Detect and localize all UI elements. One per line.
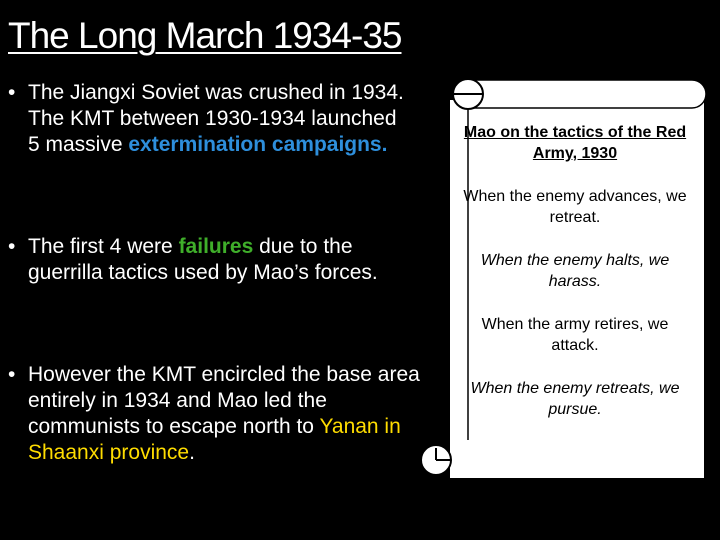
bullet-3-pre: However the KMT encircled the base area entirely in 1934 and Mao led the communists to escape north to (28, 363, 420, 438)
bullet-2-post: due to the guerrilla tactics used by Mao’s forces. (28, 235, 378, 284)
slide-title: The Long March 1934-35 (8, 15, 402, 56)
scroll-line-2: When the enemy halts, we harass. (480, 252, 670, 290)
scroll-top-roll (468, 80, 706, 108)
bullet-2-pre: The first 4 were (28, 235, 179, 258)
scroll-line-4: When the enemy retreats, we pursue. (470, 380, 680, 418)
bullet-3-highlight: Yanan in Shaanxi province (28, 415, 401, 464)
scroll-line-1: When the enemy advances, we retreat. (463, 188, 687, 226)
bullet-item-3 (8, 362, 428, 466)
scroll-line-3: When the army retires, we attack. (481, 316, 669, 354)
bullet-1-highlight: extermination campaigns. (128, 133, 388, 156)
scroll-text (456, 122, 694, 442)
scroll-heading: Mao on the tactics of the Red Army, 1930 (463, 124, 687, 162)
quote-scroll (420, 70, 710, 490)
bullet-item-2 (8, 234, 428, 286)
bullet-3-post: . (189, 441, 195, 464)
bullet-2-highlight: failures (178, 235, 254, 258)
bullet-item-1 (8, 80, 408, 158)
bullet-1-text: The Jiangxi Soviet was crushed in 1934. The KMT between 1930-1934 launched 5 massive (28, 81, 404, 156)
bullet-list (8, 80, 420, 464)
